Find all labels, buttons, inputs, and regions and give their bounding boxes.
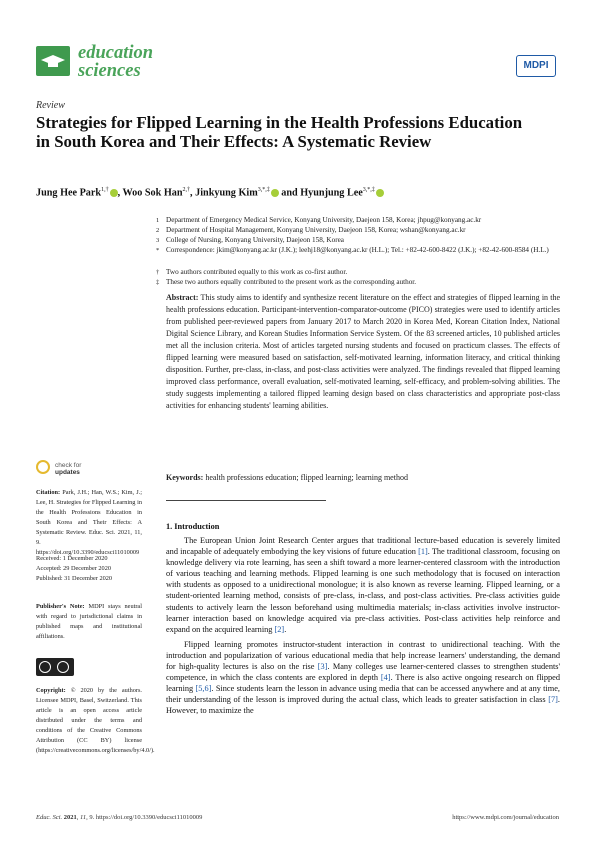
keywords-text: health professions education; flipped learning; learning method xyxy=(205,473,408,482)
author-name: Hyunjung Lee xyxy=(300,187,363,199)
text-run: Flipped learning promotes instructor-student interaction in contrast to unidirectional teaching. With the introduction and popularization of various educational media that help increase learners' understanding, the demand for high-quality lectures is also on the rise xyxy=(166,639,560,672)
affiliation-item xyxy=(156,278,560,287)
citation-link[interactable]: [1] xyxy=(418,547,428,557)
citation-block xyxy=(36,488,142,558)
graduation-cap-icon xyxy=(41,55,65,67)
affiliation-text: Two authors contributed equally to this work as co-first author. xyxy=(166,268,348,276)
citation-link[interactable]: [7] xyxy=(548,695,558,705)
paragraph xyxy=(166,535,560,635)
author-name: Woo Sok Han xyxy=(122,187,183,199)
keywords-label: Keywords: xyxy=(166,473,204,482)
citation-link[interactable]: [4] xyxy=(380,673,391,683)
text-run: The European Union Joint Research Center argues that traditional lecture-based education is severely limited and incapable of adequately embodying the key visions of future education xyxy=(166,536,560,557)
orcid-icon[interactable] xyxy=(376,189,384,197)
text-run: . However, to maximize the xyxy=(166,695,560,716)
dates-block xyxy=(36,554,142,584)
author-sup: 3,*,‡ xyxy=(257,187,270,193)
orcid-icon[interactable] xyxy=(271,189,279,197)
citation-link[interactable]: [3] xyxy=(317,662,328,672)
text-run: . The traditional classroom, focusing on knowledge delivery via rote learning, has seen a shift toward a more learner-centered classroom with the introduction of various teaching and learning methods. Flipped learning is one such methodology that is focused on interaction with students as opposed to a unidirectional monologue; it is also known as reverse learning. Flipped learning, or a student-oriented learning method, consists of pre-class, in-class, and post-class activities. Pre-class activities guide students to actively learn the lesson beforehand using multimedia materials; in-class activities involve instructor-learner interaction based on knowledge acquired via pre-class activities. Post-class activities help reinforce and expand on the acquired learning xyxy=(166,547,560,634)
affiliation-item xyxy=(156,226,560,235)
affiliation-item xyxy=(156,246,560,255)
affiliation-item xyxy=(156,236,560,245)
text-run: . Many colleges use learner-centered classes to strengthen students' competence, in which the class contents are explored in depth xyxy=(166,662,561,683)
journal-name xyxy=(78,44,153,80)
affiliation-text: Correspondence: jkim@konyang.ac.kr (J.K.); leehj18@konyang.ac.kr (H.L.); Tel.: +82-42-600-8422 (J.K.); +82-42-600-8584 (H.L.) xyxy=(166,246,549,254)
footer-volume: 11 xyxy=(80,814,87,821)
orcid-icon[interactable] xyxy=(110,189,118,197)
paragraph xyxy=(166,639,560,717)
publisher-note xyxy=(36,602,142,642)
affiliation-mark: 3 xyxy=(156,237,160,244)
affiliation-item xyxy=(156,268,560,277)
journal-name-line2: sciences xyxy=(78,61,141,81)
copyright-block xyxy=(36,686,155,756)
copyright-label: Copyright: xyxy=(36,687,66,694)
section-heading: 1. Introduction xyxy=(166,522,220,531)
affiliation-mark: ‡ xyxy=(156,279,160,286)
text-run: . xyxy=(284,624,287,634)
citation-link[interactable]: [5,6] xyxy=(195,684,212,694)
footer-journal-url[interactable]: https://www.mdpi.com/journal/education xyxy=(452,814,559,821)
citation-label: Citation: xyxy=(36,489,61,496)
affiliation-mark: † xyxy=(156,269,160,276)
citation-link[interactable]: [2] xyxy=(274,624,285,634)
received-date: Received: 1 December 2020 xyxy=(36,555,108,562)
footer-journal: Educ. Sci. xyxy=(36,814,63,821)
article-type: Review xyxy=(36,100,65,111)
author-sup: 2,† xyxy=(182,187,191,193)
affiliation-mark: 1 xyxy=(156,217,160,224)
abstract-label: Abstract: xyxy=(166,293,199,302)
affiliation-text: Department of Hospital Management, Konyang University, Daejeon 158, Korea; wshan@konyang.ac.kr xyxy=(166,226,466,234)
cc-by-license-icon[interactable] xyxy=(36,658,74,676)
footer-doi[interactable]: , 9. https://doi.org/10.3390/educsci11010009 xyxy=(86,814,203,821)
citation-text: Park, J.H.; Han, W.S.; Kim, J.; Lee, H. Strategies for Flipped Learning in the Health Professions Education in South Korea and Their Effects: A Systematic Review. Educ. Sci. 2021, 11, 9. https://doi.org/10.3390/educsci11010009 xyxy=(36,489,142,556)
author-list: Jung Hee Park$^{1,\dagger}$ , Woo Sok Han$^{2,\dagger}$, Jinkyung Kim$^{3,*,\ddagger}$ and Hyunjung Lee$^{3,*,\ddagger}$ xyxy=(36,187,384,198)
affiliation-mark: * xyxy=(156,247,160,254)
page-footer xyxy=(36,814,559,821)
affiliation-item xyxy=(156,216,560,225)
author-sup: 1,† xyxy=(101,187,109,193)
affiliation-text: These two authors equally contributed to the present work as the corresponding author. xyxy=(166,278,417,286)
copyright-text: © 2020 by the authors. Licensee MDPI, Basel, Switzerland. This article is an open access article distributed under the terms and conditions of the Creative Commons Attribution (CC BY) license (https://creativecommons.org/licenses/by/4.0/). xyxy=(36,687,155,754)
body-text xyxy=(166,535,560,717)
check-line1: check for xyxy=(55,462,82,469)
text-run: . Since students learn the lesson in advance using media that can be accessed anywhere and at any time, their understanding of the lesson is improved during the actual class, which leads to greater satisfaction in class xyxy=(166,684,561,705)
publisher-note-text: MDPI stays neutral with regard to jurisdictional claims in published maps and institutional affiliations. xyxy=(36,603,142,640)
author-sup: 3,*,‡ xyxy=(362,187,375,193)
author-name: Jung Hee Park xyxy=(36,187,102,199)
affiliation-mark: 2 xyxy=(156,227,160,234)
abstract xyxy=(166,292,560,412)
article-title: Strategies for Flipped Learning in the Health Professions Education in South Korea and Their Effects: A Systematic Review xyxy=(36,113,523,151)
publisher-logo: MDPI xyxy=(516,55,556,77)
publisher-note-label: Publisher's Note: xyxy=(36,603,85,610)
footer-year: 2021 xyxy=(63,814,77,821)
author-name: Jinkyung Kim xyxy=(195,187,258,199)
keywords xyxy=(166,473,408,482)
text-run: . There is also active ongoing research on flipped learning xyxy=(166,673,560,694)
footer-left: Educ. Sci. 2021, 11, 9. https://doi.org/10.3390/educsci11010009 xyxy=(36,814,203,821)
check-line2: updates xyxy=(55,469,80,476)
published-date: Published: 31 December 2020 xyxy=(36,575,113,582)
affiliation-text: College of Nursing, Konyang University, Daejeon 158, Korea xyxy=(166,236,344,244)
check-for-updates[interactable] xyxy=(55,462,81,476)
author-and: and xyxy=(281,187,298,199)
check-for-updates-icon[interactable] xyxy=(36,460,50,474)
journal-name-line1: education xyxy=(78,43,154,63)
divider xyxy=(166,500,326,501)
affiliation-text: Department of Emergency Medical Service, Konyang University, Daejeon 158, Korea; jhpug@konyang.ac.kr xyxy=(166,216,482,224)
accepted-date: Accepted: 29 December 2020 xyxy=(36,565,112,572)
abstract-text: This study aims to identify and synthesize recent literature on the effect and strategies of flipped learning in the health professions education. Participant-intervention-comparator-outcome (PICO) strategies were used to identify articles from published peer-reviewed papers from January 2017 to March 2020 in Korea Med, Korean Citation Index, National Digital Science Library, and Korean Studies Information Service System. Of the 83 screened articles, 10 published articles met all the inclusion criteria. Most of articles targeted nursing students and focused on practicum classes. The effects of flipped learning were measured based on satisfaction, self-motivated learning, information literacy, and critical thinking disposition. Further, pre-class, in-class, and post-class activities were analyzed. The findings revealed that flipped learning improved class performance, overall evaluation, self-motivated learning, self-efficacy, and problem-solving abilities. The study suggests implementing a tailored flipped learning design based on class characteristics and appropriate post-class activities for enhancing students' learning abilities. xyxy=(166,293,560,410)
